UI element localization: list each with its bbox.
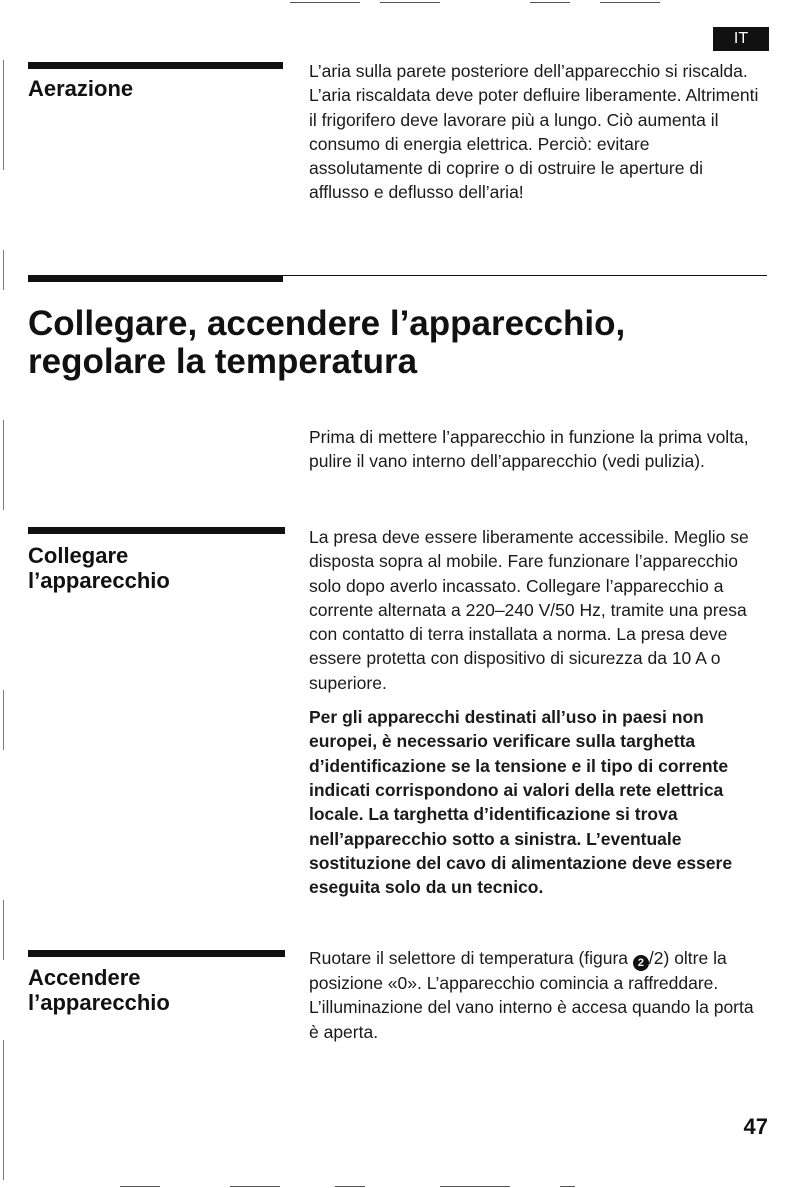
intro-paragraph — [309, 425, 767, 474]
section-bar — [28, 527, 285, 534]
section-bar — [28, 62, 283, 69]
language-badge: IT — [713, 27, 769, 51]
accendere-text — [309, 946, 767, 1044]
figure-reference-icon: 2 — [633, 955, 649, 971]
accendere-heading — [28, 965, 278, 1015]
collegare-heading-line1: Collegare — [28, 543, 129, 568]
page-title-line2: regolare la temperatura — [28, 342, 418, 381]
accendere-heading-line1: Accendere — [28, 965, 141, 990]
accendere-text-before-figure: Ruotare il selettore di temperatura (figura — [309, 948, 633, 968]
collegare-heading-line2: l’apparecchio — [28, 568, 170, 593]
section-bar — [28, 950, 285, 957]
intro-text: Prima di mettere l’apparecchio in funzione la prima volta, pulire il vano interno dell’apparecchio (vedi pulizia). — [309, 427, 749, 472]
aerazione-paragraph — [309, 59, 767, 205]
main-section-rule — [28, 275, 767, 276]
accendere-paragraph — [309, 946, 767, 1044]
main-section-bar — [28, 275, 283, 282]
accendere-text-after-figure: /2) oltre la posizione «0». L’apparecchio comincia a raffreddare. L’illuminazione del vano interno è accesa quando la porta è aperta. — [309, 948, 754, 1042]
page-title-line1: Collegare, accendere l’apparecchio, — [28, 304, 626, 343]
aerazione-heading: Aerazione — [28, 76, 134, 101]
accendere-heading-line2: l’apparecchio — [28, 990, 170, 1015]
collegare-paragraph — [309, 525, 767, 899]
aerazione-text: L’aria sulla parete posteriore dell’apparecchio si riscalda. L’aria riscaldata deve poter defluire liberamente. Altrimenti il frigorifero deve lavorare più a lungo. Ciò aumenta il consumo di energia elettrica. Perciò: evitare assolutamente di coprire o di ostruire le aperture di afflusso e deflusso dell’aria! — [309, 61, 759, 203]
page-title — [28, 305, 748, 381]
collegare-heading — [28, 543, 278, 593]
collegare-warning: Per gli apparecchi destinati all’uso in paesi non europei, è necessario verificare sulla targhetta d’identificazione se la tensione e il tipo di corrente indicati corrispondono ai valori della rete elettrica locale. La targhetta d’identificazione si trova nell’apparecchio sotto a sinistra. L’eventuale sostituzione del cavo di alimentazione deve essere eseguita solo da un tecnico. — [309, 707, 733, 898]
collegare-text: La presa deve essere liberamente accessibile. Meglio se disposta sopra al mobile. Fare funzionare l’apparecchio solo dopo averlo incassato. Collegare l’apparecchio a corrente alternata a 220–240 V/50 Hz, tramite una presa con contatto di terra installata a norma. La presa deve essere protetta con dispositivo di sicurezza da 10 A o superiore. — [309, 527, 749, 693]
page-number: 47 — [743, 1114, 768, 1139]
